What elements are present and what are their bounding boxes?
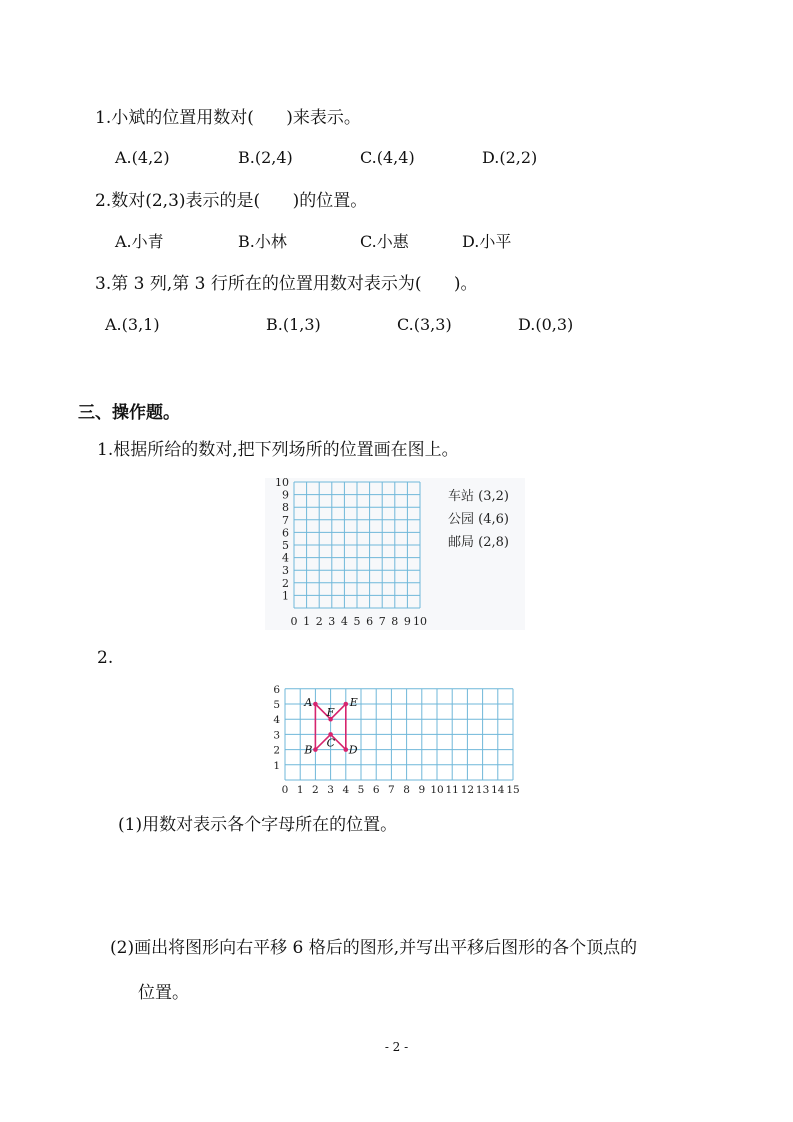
grid-1-x-tick: 8 (391, 615, 399, 628)
grid-1-x-tick: 4 (340, 615, 348, 628)
point-label-E: E (349, 696, 358, 709)
grid-2-x-tick: 15 (506, 784, 520, 796)
place-station: 车站 (3,2) (448, 489, 509, 504)
point-label-A: A (304, 696, 313, 709)
question-3-stem: 3.第 3 列,第 3 行所在的位置用数对表示为( )。 (95, 274, 478, 294)
question-1-option-d: D.(2,2) (482, 148, 538, 167)
question-1-option-b: B.(2,4) (238, 148, 293, 167)
grid-2-y-tick: 6 (273, 683, 280, 696)
grid-2-x-tick: 8 (403, 784, 410, 796)
grid-2-y-tick: 4 (273, 714, 280, 727)
question-1-stem: 1.小斌的位置用数对( )来表示。 (95, 108, 361, 128)
grid-2-y-tick: 2 (273, 744, 280, 757)
question-2-option-b: B.小林 (238, 232, 287, 251)
question-1-option-c: C.(4,4) (360, 148, 415, 167)
point-B (313, 747, 318, 752)
point-label-D: D (348, 743, 358, 757)
point-label-F: F (326, 706, 335, 720)
grid-1-x-tick: 5 (353, 615, 361, 628)
question-3-option-c: C.(3,3) (397, 315, 452, 334)
grid-2-x-tick: 11 (445, 784, 459, 796)
grid-1-y-tick: 1 (282, 589, 289, 603)
sub-question-1: (1)用数对表示各个字母所在的位置。 (118, 815, 398, 835)
grid-1-y-tick: 2 (282, 576, 289, 590)
grid-1-y-tick: 7 (282, 513, 289, 527)
grid-1-y-tick: 5 (282, 539, 289, 552)
grid-1-x-tick: 0 (290, 615, 298, 628)
grid-1-y-tick: 3 (282, 564, 289, 578)
question-2-option-c: C.小惠 (360, 232, 409, 251)
page-number: - 2 - (384, 1040, 409, 1054)
operation-question-2-number: 2. (97, 648, 114, 668)
question-3-option-b: B.(1,3) (266, 315, 321, 334)
grid-2-x-tick: 2 (312, 784, 319, 796)
grid-1-x-tick: 3 (328, 615, 336, 628)
question-3-option-d: D.(0,3) (518, 315, 574, 334)
section-title: 三、操作题。 (78, 403, 180, 423)
grid-2-x-tick: 5 (357, 784, 365, 796)
grid-2-y-tick: 5 (273, 699, 280, 711)
sub-question-2-line-1: (2)画出将图形向右平移 6 格后的图形,并写出平移后图形的各个顶点的 (110, 938, 638, 958)
grid-1-x-tick: 9 (403, 615, 411, 628)
grid-1-y-tick: 10 (275, 478, 289, 489)
grid-1-y-tick: 9 (282, 488, 289, 502)
place-park: 公园 (4,6) (448, 512, 509, 527)
question-1-option-a: A.(4,2) (115, 148, 170, 167)
grid-2-x-tick: 9 (418, 784, 426, 796)
grid-1-x-tick: 10 (413, 615, 427, 628)
grid-2-x-tick: 12 (460, 784, 475, 796)
grid-2-y-tick: 1 (273, 759, 280, 772)
grid-2-x-tick: 0 (281, 784, 289, 796)
grid-chart-2 (268, 683, 528, 799)
grid-2-x-tick: 13 (475, 784, 490, 796)
grid-2-x-tick: 1 (296, 784, 304, 796)
grid-2-y-tick: 3 (273, 729, 280, 742)
grid-1-y-tick: 4 (282, 551, 289, 565)
question-2-stem: 2.数对(2,3)表示的是( )的位置。 (95, 191, 368, 211)
grid-2-x-tick: 3 (327, 784, 334, 796)
grid-2-x-tick: 10 (430, 784, 444, 796)
grid-1-y-tick: 8 (282, 501, 289, 515)
point-label-B: B (304, 743, 313, 757)
point-D (344, 747, 349, 752)
operation-question-1-text: 1.根据所给的数对,把下列场所的位置画在图上。 (97, 440, 459, 460)
question-2-option-a: A.小青 (115, 232, 164, 251)
grid-1-x-tick: 1 (303, 615, 311, 628)
grid-2-x-tick: 14 (491, 784, 505, 796)
grid-2-x-tick: 4 (342, 784, 350, 796)
point-label-C: C (326, 736, 336, 750)
grid-2-x-tick: 6 (372, 784, 380, 796)
place-post-office: 邮局 (2,8) (448, 535, 509, 550)
point-A (313, 702, 318, 707)
grid-2-x-tick: 7 (388, 784, 395, 796)
grid-1-x-tick: 7 (378, 615, 386, 628)
grid-1-y-tick: 6 (282, 526, 289, 540)
question-2-option-d: D.小平 (462, 232, 512, 251)
grid-1-x-tick: 6 (366, 615, 374, 628)
grid-1-x-tick: 2 (315, 615, 323, 628)
question-3-option-a: A.(3,1) (105, 315, 160, 334)
point-E (344, 702, 349, 707)
sub-question-2-line-2: 位置。 (138, 983, 189, 1003)
